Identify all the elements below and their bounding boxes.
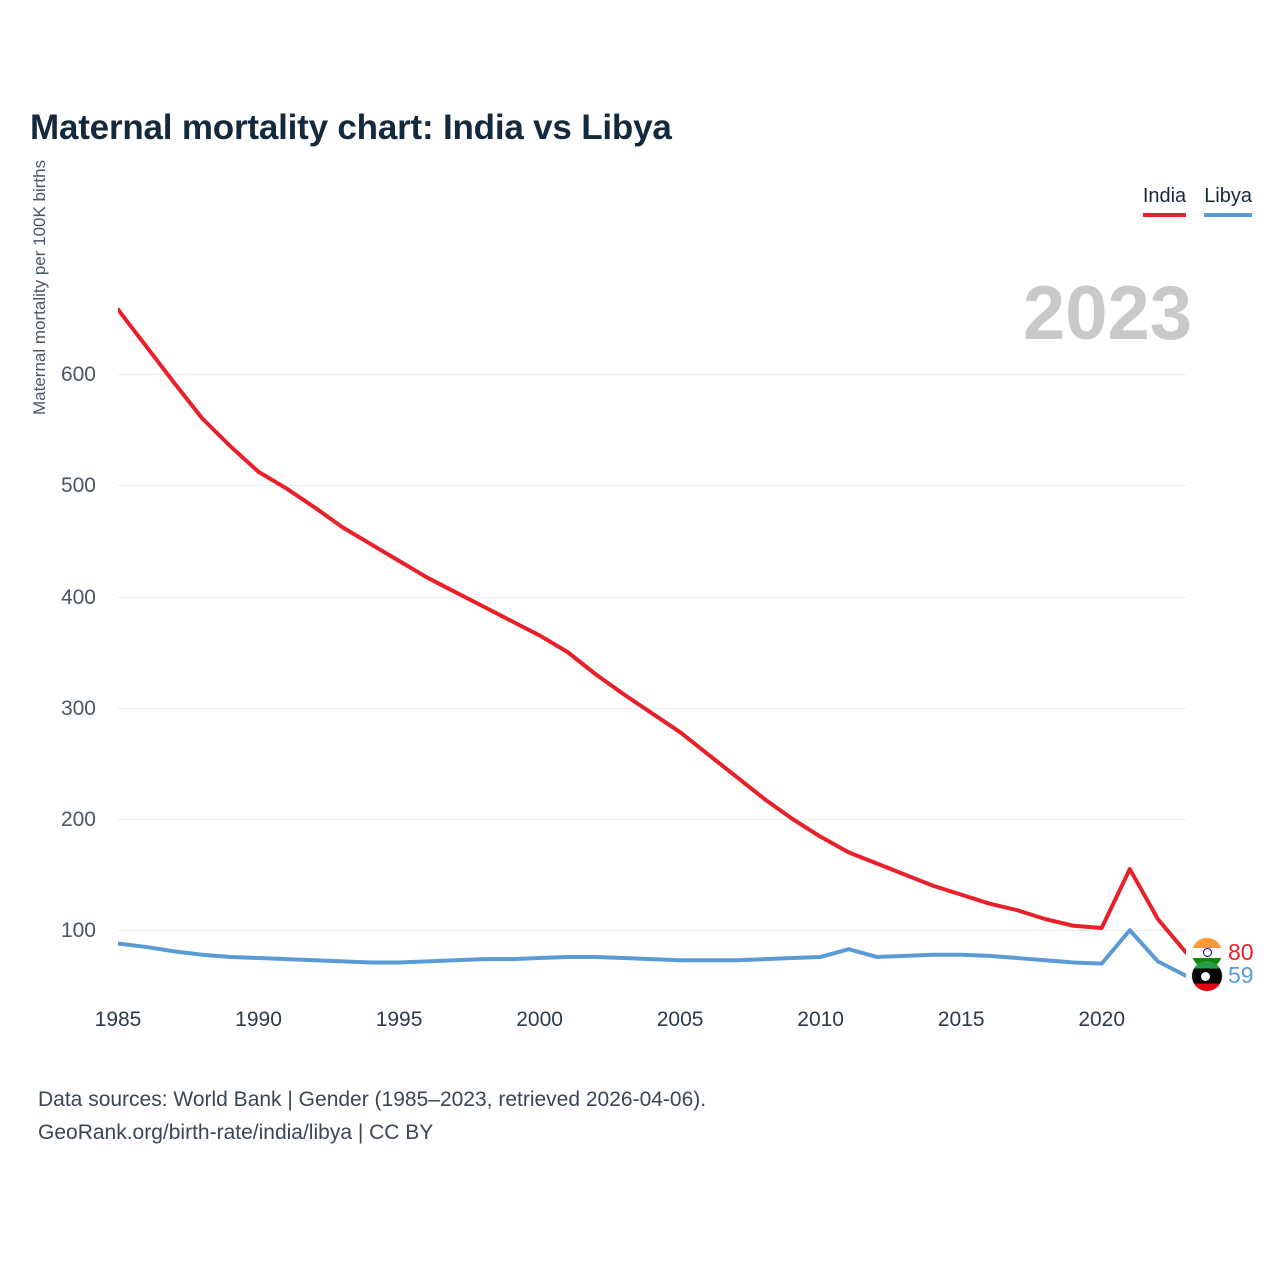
x-tick-label: 2015	[937, 1008, 985, 1031]
x-tick-label: 2020	[1078, 1008, 1126, 1031]
x-tick-label: 1990	[235, 1008, 282, 1031]
x-tick-label: 1995	[375, 1008, 423, 1031]
footer-data-source: Data sources: World Bank | Gender (1985–2023, retrieved 2026-04-06).	[38, 1088, 707, 1111]
line-series-libya	[118, 930, 1186, 976]
y-tick-label: 300	[60, 696, 96, 720]
legend-item-libya[interactable]: Libya	[1204, 186, 1252, 217]
endpoint-libya[interactable]	[1192, 961, 1254, 991]
footer	[38, 1084, 706, 1149]
x-tick-label: 2000	[516, 1008, 563, 1031]
libya-flag-icon	[1192, 961, 1222, 991]
y-axis-title: Maternal mortality per 100K births	[30, 159, 49, 415]
year-watermark: 2023	[1022, 271, 1192, 356]
x-tick-label: 2005	[656, 1008, 704, 1031]
y-tick-label: 200	[60, 808, 96, 831]
y-tick-label: 500	[60, 474, 96, 498]
page-title: Maternal mortality chart: India vs Libya	[30, 108, 672, 147]
y-tick-label: 400	[60, 585, 96, 609]
line-series-group	[118, 285, 1186, 997]
endpoint-value-libya: 59	[1228, 962, 1254, 989]
plot-area	[118, 285, 1186, 997]
endpoint-value-india: 80	[1228, 939, 1254, 965]
x-tick-label: 1985	[94, 1008, 142, 1031]
legend-item-india[interactable]: India	[1143, 186, 1186, 217]
line-series-india	[118, 309, 1186, 952]
chart-legend	[1143, 186, 1252, 217]
footer-attribution: GeoRank.org/birth-rate/india/libya | CC BY	[38, 1120, 434, 1144]
x-tick-label: 2010	[797, 1008, 844, 1031]
y-tick-label: 100	[60, 919, 96, 943]
y-tick-label: 600	[60, 363, 96, 386]
